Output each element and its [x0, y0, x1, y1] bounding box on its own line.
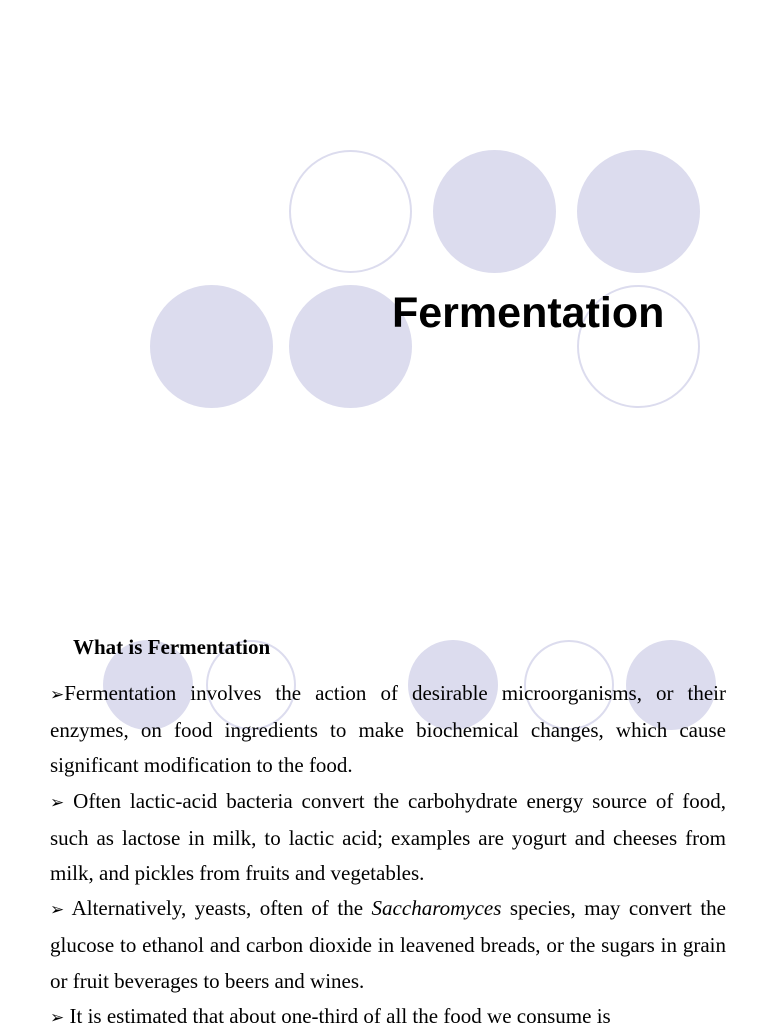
bullet-paragraph [50, 999, 726, 1024]
bullet-paragraph [50, 891, 726, 999]
arrow-bullet-icon: ➢ [50, 685, 65, 705]
paragraph-text: Often lactic-acid bacteria convert the carbohydrate energy source of food, such as lactose in milk, to lactic acid; examples are yogurt and cheeses from milk, and pickles from fruits and vegetables. [50, 788, 726, 886]
arrow-bullet-icon: ➢ [50, 1007, 65, 1024]
arrow-bullet-icon: ➢ [50, 900, 65, 921]
bullet-paragraph [50, 784, 726, 892]
decorative-circle-filled [577, 150, 700, 273]
section-heading: What is Fermentation [73, 635, 271, 659]
body-text [50, 676, 726, 1024]
paragraph-text: Fermentation involves the action of desirable microorganisms, or their enzymes, on food ingredients to make biochemical changes, which cause significant modification to the food. [50, 681, 726, 778]
paragraph-text: It is estimated that about one-third of all the food we consume is [69, 1003, 611, 1024]
paragraph-text: Alternatively, yeasts, often of the [71, 896, 372, 921]
decorative-circle-filled [433, 150, 556, 273]
decorative-circle-filled [150, 285, 273, 408]
arrow-bullet-icon: ➢ [50, 792, 65, 813]
paragraph-text: species, may convert the glucose to ethanol and carbon dioxide in leavened breads, or the sugars in grain or fruit beverages to beers and wines. [50, 896, 726, 993]
species-name: Saccharomyces [371, 896, 502, 921]
bullet-paragraph [50, 676, 726, 784]
decorative-circle-outline [289, 150, 412, 273]
slide-title: Fermentation [392, 289, 665, 337]
